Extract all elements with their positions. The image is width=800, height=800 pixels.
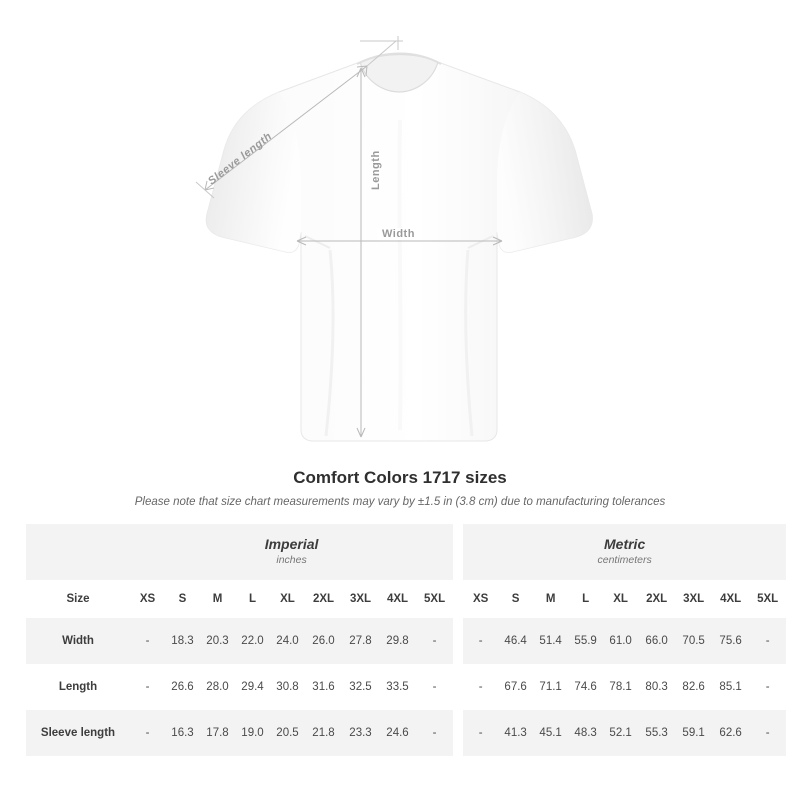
cell-width-imperial-5xl: - (416, 618, 453, 664)
col-header-metric-4xl: 4XL (712, 580, 749, 618)
col-header-metric-l: L (568, 580, 603, 618)
cell-width-metric-xs: - (463, 618, 498, 664)
cell-width-imperial-m: 20.3 (200, 618, 235, 664)
cell-sleeve-imperial-xl: 20.5 (270, 710, 305, 756)
cell-width-metric-4xl: 75.6 (712, 618, 749, 664)
metric-unit-sub: centimeters (597, 554, 652, 567)
tshirt-shape (206, 54, 592, 442)
cell-width-metric-3xl: 70.5 (675, 618, 712, 664)
cell-sleeve-imperial-4xl: 24.6 (379, 710, 416, 756)
cell-length-imperial-s: 26.6 (171, 681, 194, 693)
cell-sleeve-imperial-s: 16.3 (165, 710, 200, 756)
cell-sleeve-metric-3xl: 59.1 (675, 710, 712, 756)
cell-length-imperial-xs: - (145, 681, 150, 693)
col-header-imperial-xl: XL (270, 580, 305, 618)
cell-width-metric-5xl: - (749, 618, 786, 664)
col-header-imperial-3xl: 3XL (342, 580, 379, 618)
col-header-imperial-s: S (165, 580, 200, 618)
cell-width-imperial-3xl: 27.8 (342, 618, 379, 664)
sleeve-length-label: Sleeve length (206, 130, 275, 188)
cell-length-metric-xl: 78.1 (609, 681, 632, 693)
cell-length-metric-5xl: - (765, 681, 770, 693)
tolerance-note: Please note that size chart measurements may vary by ±1.5 in (3.8 cm) due to manufacturing tolerances (134, 496, 666, 508)
row-gap-cell (453, 710, 463, 756)
cell-sleeve-metric-xs: - (463, 710, 498, 756)
cell-sleeve-metric-m: 45.1 (533, 710, 568, 756)
col-header-metric-xl: XL (603, 580, 638, 618)
cell-sleeve-metric-xl: 52.1 (603, 710, 638, 756)
col-header-imperial-m: M (200, 580, 235, 618)
cell-sleeve-metric-4xl: 62.6 (712, 710, 749, 756)
cell-width-imperial-xs: - (130, 618, 165, 664)
cell-sleeve-imperial-2xl: 21.8 (305, 710, 342, 756)
metric-unit-name: Metric (604, 535, 646, 552)
col-header-metric-2xl: 2XL (638, 580, 675, 618)
row-label-length: Length (58, 681, 98, 693)
cell-sleeve-metric-2xl: 55.3 (638, 710, 675, 756)
col-header-metric-s: S (498, 580, 533, 618)
width-label: Width (377, 228, 420, 240)
cell-sleeve-imperial-3xl: 23.3 (342, 710, 379, 756)
row-label-width: Width (26, 618, 130, 664)
col-header-metric-xs: XS (463, 580, 498, 618)
title-block (0, 468, 800, 508)
row-gap-cell (453, 618, 463, 664)
cell-length-imperial-4xl: 33.5 (386, 681, 409, 693)
cell-width-imperial-2xl: 26.0 (305, 618, 342, 664)
imperial-unit-cell (130, 524, 453, 580)
cell-length-metric-l: 74.6 (574, 681, 597, 693)
cell-length-imperial-5xl: - (432, 681, 437, 693)
col-header-metric-5xl: 5XL (749, 580, 786, 618)
col-header-imperial-5xl: 5XL (416, 580, 453, 618)
unit-corner-cell (26, 524, 130, 580)
cell-length-imperial-2xl: 31.6 (312, 681, 335, 693)
cell-width-metric-2xl: 66.0 (638, 618, 675, 664)
table-row (26, 710, 786, 756)
cell-width-imperial-s: 18.3 (165, 618, 200, 664)
cell-length-metric-s: 67.6 (504, 681, 527, 693)
col-header-imperial-xs: XS (130, 580, 165, 618)
cell-sleeve-imperial-xs: - (130, 710, 165, 756)
cell-length-imperial-xl: 30.8 (276, 681, 299, 693)
cell-sleeve-metric-l: 48.3 (568, 710, 603, 756)
cell-width-metric-xl: 61.0 (603, 618, 638, 664)
cell-sleeve-imperial-l: 19.0 (235, 710, 270, 756)
col-header-metric-3xl: 3XL (675, 580, 712, 618)
header-gap-cell (453, 580, 463, 618)
cell-sleeve-imperial-m: 17.8 (200, 710, 235, 756)
metric-unit-cell (463, 524, 786, 580)
col-header-imperial-l: L (235, 580, 270, 618)
col-header-imperial-2xl: 2XL (305, 580, 342, 618)
length-label: Length (370, 150, 382, 190)
table-row (26, 618, 786, 664)
unit-header-row (26, 524, 786, 580)
imperial-unit-name: Imperial (264, 535, 319, 552)
size-table (26, 524, 786, 756)
row-label-sleeve-length: Sleeve length (26, 710, 130, 756)
cell-length-metric-m: 71.1 (539, 681, 562, 693)
col-header-metric-m: M (533, 580, 568, 618)
col-header-imperial-4xl: 4XL (379, 580, 416, 618)
size-header-row (26, 580, 786, 618)
cell-width-imperial-xl: 24.0 (270, 618, 305, 664)
cell-width-imperial-4xl: 29.8 (379, 618, 416, 664)
cell-sleeve-metric-5xl: - (749, 710, 786, 756)
cell-length-imperial-m: 28.0 (206, 681, 229, 693)
page-title: Comfort Colors 1717 sizes (293, 468, 507, 487)
cell-sleeve-metric-s: 41.3 (498, 710, 533, 756)
cell-length-metric-3xl: 82.6 (682, 681, 705, 693)
row-gap-cell (453, 664, 463, 710)
cell-width-metric-l: 55.9 (568, 618, 603, 664)
cell-length-metric-4xl: 85.1 (719, 681, 742, 693)
size-table-wrap (26, 524, 779, 756)
cell-length-metric-xs: - (478, 681, 483, 693)
cell-sleeve-imperial-5xl: - (416, 710, 453, 756)
size-header-label: Size (26, 580, 130, 618)
unit-gap-cell (453, 524, 463, 580)
cell-length-metric-2xl: 80.3 (645, 681, 668, 693)
cell-width-imperial-l: 22.0 (235, 618, 270, 664)
table-row (26, 664, 786, 710)
cell-length-imperial-3xl: 32.5 (349, 681, 372, 693)
imperial-unit-sub: inches (276, 554, 307, 567)
cell-width-metric-m: 51.4 (533, 618, 568, 664)
cell-width-metric-s: 46.4 (498, 618, 533, 664)
cell-length-imperial-l: 29.4 (241, 681, 264, 693)
